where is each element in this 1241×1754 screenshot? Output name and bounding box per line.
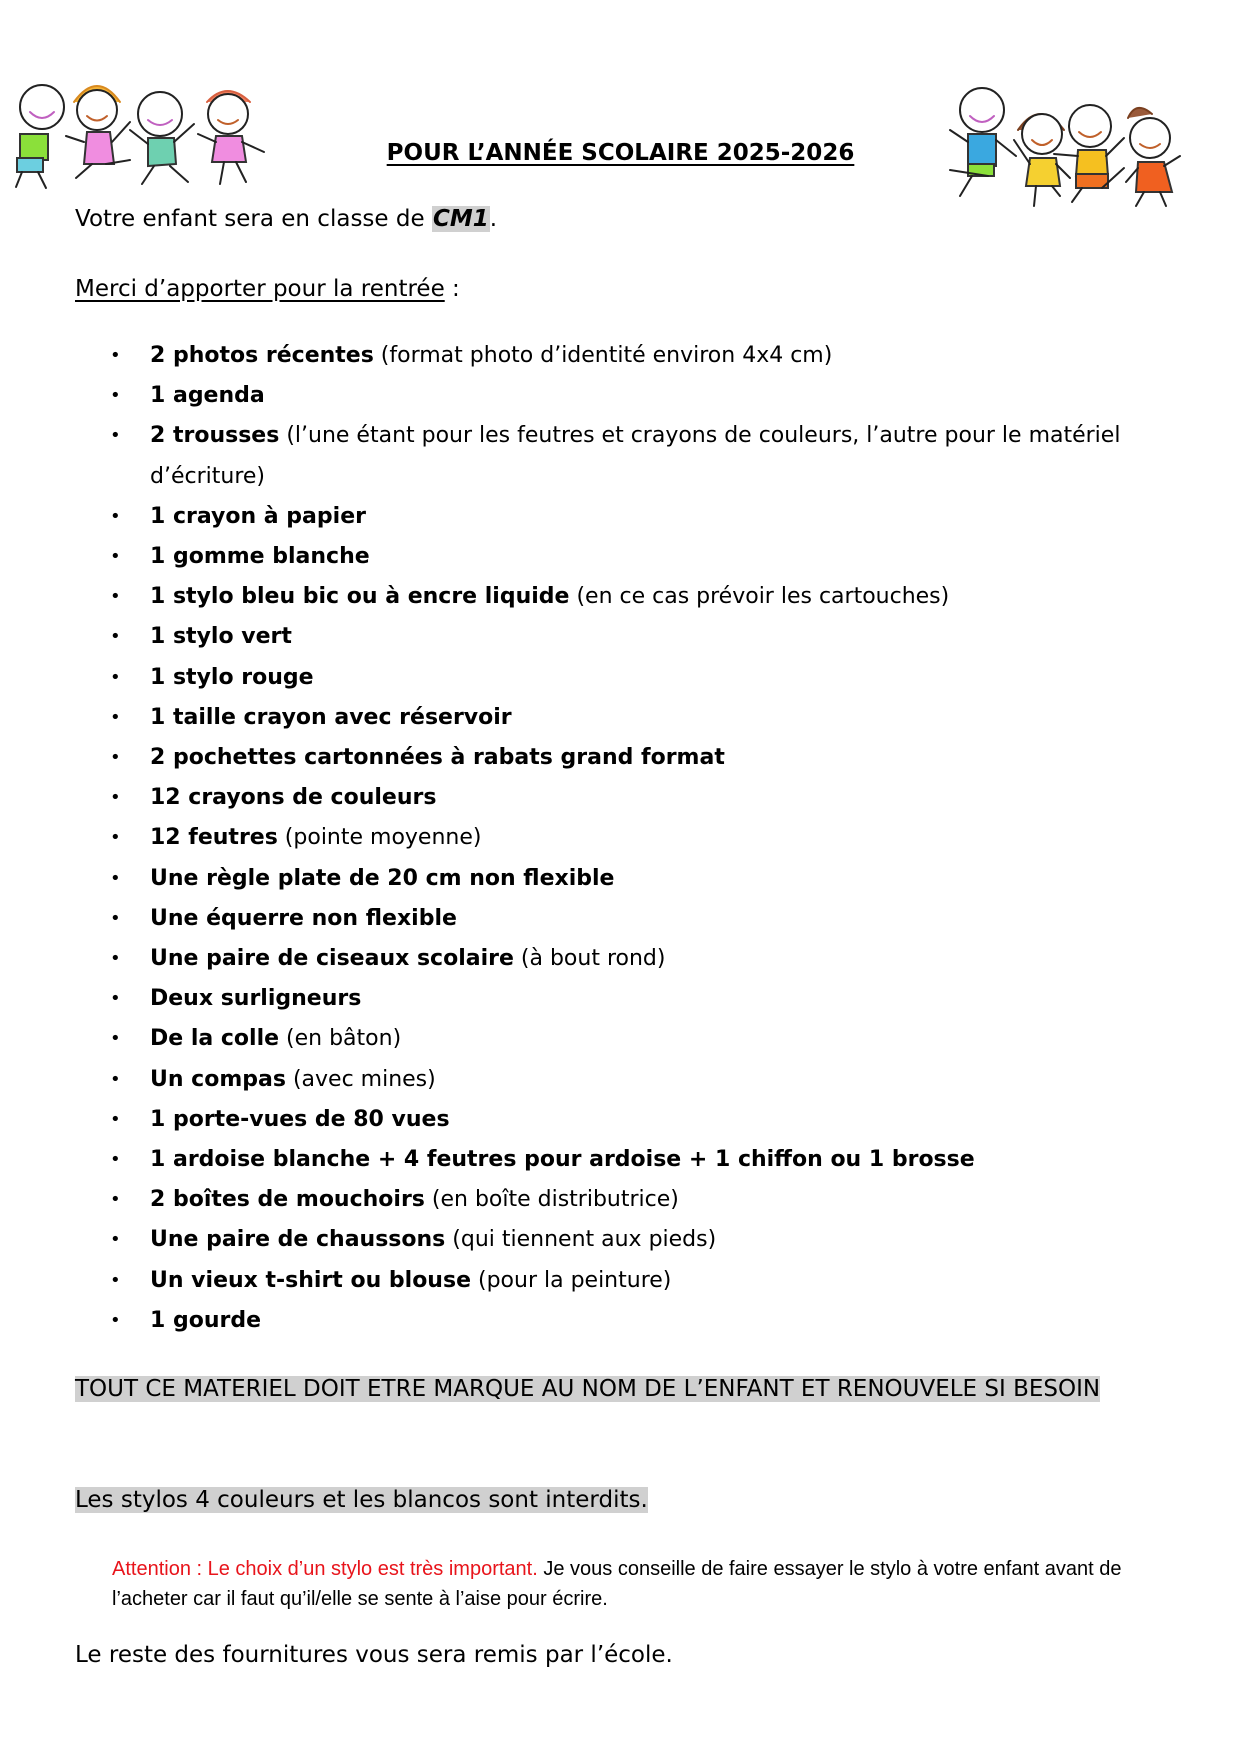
supply-item [0,497,1241,537]
supply-item [0,1019,1241,1059]
bullet-icon: • [110,1189,121,1211]
bullet-icon: • [110,988,121,1010]
supplies-list [0,336,1241,1341]
supply-item-detail: (pointe moyenne) [277,825,482,851]
supply-item [0,1220,1241,1260]
supply-item-name: 1 ardoise blanche + 4 feutres pour ardoise + 1 chiffon ou 1 brosse [150,1147,975,1173]
closing-note: Le reste des fournitures vous sera remis par l’école. [75,1642,673,1668]
bullet-icon: • [110,425,121,447]
supply-item [0,698,1241,738]
supply-item-detail: (qui tiennent aux pieds) [445,1227,717,1253]
supply-item [0,979,1241,1019]
supply-item [0,1261,1241,1301]
supply-item [0,336,1241,376]
bullet-icon: • [110,1068,121,1090]
supply-item-name: Une règle plate de 20 cm non flexible [150,865,615,891]
bullet-icon: • [110,1108,121,1130]
supply-item-name: 1 stylo vert [150,624,292,650]
supply-item [0,376,1241,416]
bullet-icon: • [110,1028,121,1050]
children-illustration-left [2,72,272,192]
pen-advice-note [112,1554,1162,1614]
supplies-heading-label: Merci d’apporter pour la rentrée [75,276,445,302]
supplies-heading [75,276,460,302]
marking-notice-banner [75,1372,1123,1407]
supply-item [0,738,1241,778]
intro-period: . [489,206,498,232]
bullet-icon: • [110,706,121,728]
bullet-icon: • [110,546,121,568]
supply-item-detail: (l’une étant pour les feutres et crayons de couleurs, l’autre pour le matériel d’écriture) [150,423,1121,489]
supply-item [0,818,1241,858]
supply-item [0,617,1241,657]
supply-item [0,1140,1241,1180]
supply-item-name: 1 agenda [150,383,265,409]
supply-item [0,899,1241,939]
forbidden-items-notice [75,1483,648,1518]
supply-item-name: Un vieux t-shirt ou blouse [150,1267,471,1293]
supply-item [0,778,1241,818]
supply-item-name: 2 boîtes de mouchoirs [150,1187,425,1213]
document-title [0,140,1241,166]
supply-item-name: 2 photos récentes [150,343,374,368]
supply-item-name: 1 gomme blanche [150,544,370,570]
bullet-icon: • [110,907,121,929]
supply-item-detail: (format photo d’identité environ 4x4 cm) [373,343,833,368]
supply-item [0,859,1241,899]
supply-item-detail: (en bâton) [279,1026,402,1052]
bullet-icon: • [110,666,121,688]
supply-item-name: 12 feutres [150,825,278,851]
supply-item-detail: (à bout rond) [513,946,666,972]
supply-item-detail: (en boîte distributrice) [424,1187,679,1213]
supply-item [0,1060,1241,1100]
supply-item-name: 12 crayons de couleurs [150,785,437,811]
bullet-icon: • [110,1269,121,1291]
bullet-icon: • [110,787,121,809]
supply-item-name: 1 gourde [150,1307,262,1333]
supply-item-name: 2 trousses [150,423,280,449]
supply-item [0,939,1241,979]
supply-item-name: Deux surligneurs [150,986,362,1012]
supply-item-name: 2 pochettes cartonnées à rabats grand format [150,745,725,771]
supply-item-name: Une équerre non flexible [150,905,457,931]
supply-item [0,658,1241,698]
supply-item-name: Un compas [150,1066,286,1092]
bullet-icon: • [110,1229,121,1251]
forbidden-items-text: Les stylos 4 couleurs et les blancos sont interdits. [75,1487,648,1513]
supply-item [0,577,1241,617]
supply-item-name: De la colle [150,1026,280,1052]
attention-warning: Attention : Le choix d’un stylo est très important. [112,1558,538,1580]
supply-item-name: 1 crayon à papier [150,503,366,529]
attention-advice: Je vous conseille de faire essayer le stylo à votre enfant avant de l’acheter car il faut qu’il/elle se sente à l’aise pour écrire. [112,1558,1122,1610]
supplies-heading-colon: : [444,276,460,302]
supply-item [0,1301,1241,1341]
bullet-icon: • [110,385,121,407]
supply-item-name: 1 taille crayon avec réservoir [150,704,512,730]
supply-item [0,1100,1241,1140]
supply-item-detail: (avec mines) [285,1066,436,1092]
bullet-icon: • [110,626,121,648]
bullet-icon: • [110,1309,121,1331]
intro-text: Votre enfant sera en classe de [75,206,432,232]
supply-item [0,1180,1241,1220]
bullet-icon: • [110,345,121,366]
bullet-icon: • [110,586,121,608]
class-name-highlight: CM1 [432,206,489,232]
supply-item-name: Une paire de ciseaux scolaire [150,946,514,972]
supply-item-name: Une paire de chaussons [150,1227,446,1253]
marking-notice-text: TOUT CE MATERIEL DOIT ETRE MARQUE AU NOM DE L’ENFANT ET RENOUVELE SI BESOIN [75,1376,1101,1402]
supply-item-detail: (pour la peinture) [471,1267,672,1293]
bullet-icon: • [110,505,121,527]
supply-item-name: 1 stylo bleu bic ou à encre liquide [150,584,570,610]
title-text: POUR L’ANNÉE SCOLAIRE 2025-2026 [386,140,855,166]
bullet-icon: • [110,948,121,970]
supply-item-name: 1 porte-vues de 80 vues [150,1106,450,1132]
supply-item [0,537,1241,577]
supply-item-name: 1 stylo rouge [150,664,314,690]
class-statement [75,206,497,232]
supply-item [0,416,1241,496]
bullet-icon: • [110,747,121,769]
supply-item-detail: (en ce cas prévoir les cartouches) [569,584,950,610]
bullet-icon: • [110,827,121,849]
bullet-icon: • [110,1149,121,1171]
bullet-icon: • [110,867,121,889]
